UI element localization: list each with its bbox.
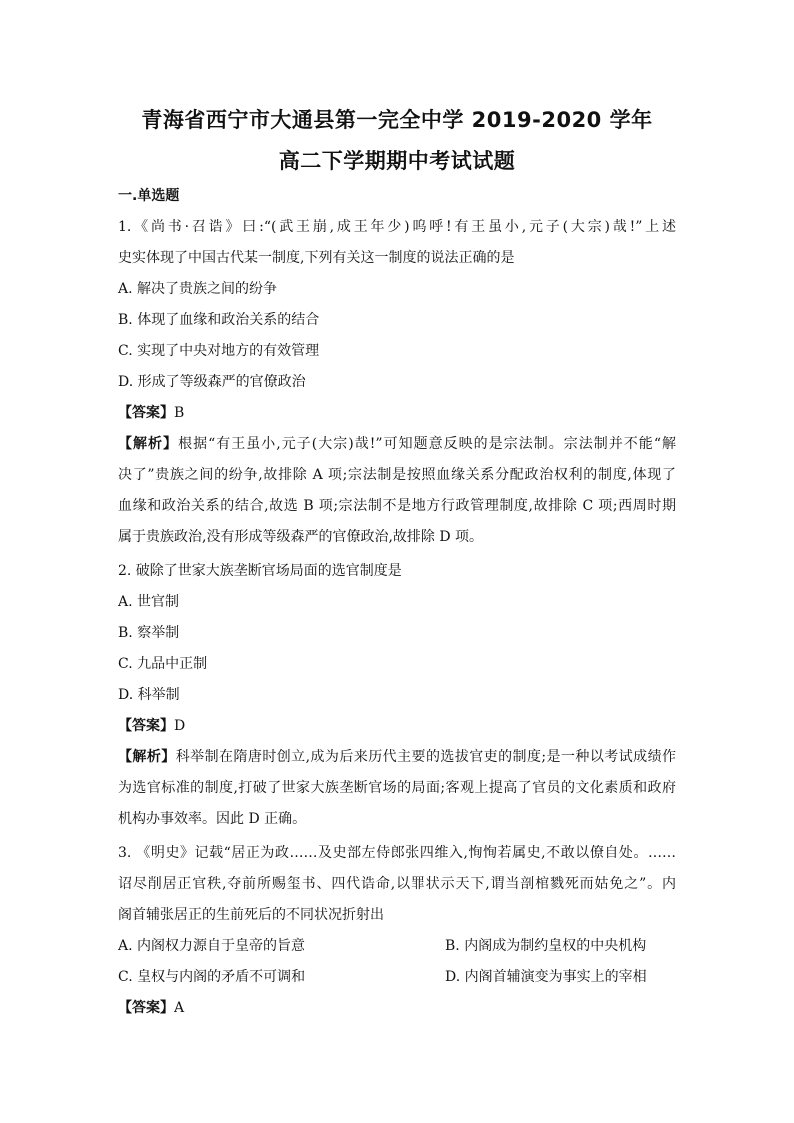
q3-stem-line3: 阁首辅张居正的生前死后的不同状况折射出 [118,907,384,923]
q3-option-c: C. 皇权与内阁的矛盾不可调和 [118,969,306,985]
q3-stem-line2: 诏尽削居正官秩,夺前所赐玺书、四代诰命,以罪状示天下,谓当剖棺戮死而姑免之”。内 [118,876,676,892]
q3-answer [118,999,184,1017]
q1-analysis-text1: 根据“有王虽小,元子(大宗)哉!”可知题意反映的是宗法制。宗法制并不能“解 [178,436,676,452]
q3-option-a: A. 内阁权力源自于皇帝的旨意 [118,938,306,954]
section-heading: 一.单选题 [118,188,180,204]
q1-option-d: D. 形成了等级森严的官僚政治 [118,374,306,390]
q2-analysis-line1 [118,748,676,766]
q2-answer-value: D [174,718,186,734]
q1-stem-line2: 史实体现了中国古代某一制度,下列有关这一制度的说法正确的是 [118,250,515,266]
q2-answer-tag: 【答案】 [118,718,174,734]
q1-option-a: A. 解决了贵族之间的纷争 [118,281,278,297]
q3-option-d: D. 内阁首辅演变为事实上的宰相 [445,969,647,985]
q1-analysis-line1 [118,435,676,453]
exam-title-line2: 高二下学期期中考试试题 [278,149,516,173]
q1-answer-tag: 【答案】 [118,405,174,421]
q3-answer-tag: 【答案】 [118,1000,174,1016]
q2-answer [118,717,185,735]
exam-title-line1: 青海省西宁市大通县第一完全中学 2019-2020 学年 [141,108,653,132]
q1-option-b: B. 体现了血缘和政治关系的结合 [118,312,320,328]
q3-answer-value: A [174,1000,185,1016]
q1-analysis-line4: 属于贵族政治,没有形成等级森严的官僚政治,故排除 D 项。 [118,529,484,545]
q2-stem-line1: 2. 破除了世家大族垄断官场局面的选官制度是 [118,563,402,579]
q1-answer-value: B [174,405,185,421]
q2-option-b: B. 察举制 [118,625,180,641]
q2-analysis-line3: 机构办事效率。因此 D 正确。 [118,811,307,827]
q1-analysis-line2: 决了”贵族之间的纷争,故排除 A 项;宗法制是按照血缘关系分配政治权利的制度,体现了 [118,467,676,483]
q2-analysis-text1: 科举制在隋唐时创立,成为后来历代主要的选拔官吏的制度;是一种以考试成绩作 [175,749,677,765]
q2-option-d: D. 科举制 [118,687,180,703]
q3-stem-line1: 3. 《明史》记载“居正为政……及史部左侍郎张四维入,恂恂若属史,不敢以僚自处。…… [118,845,676,861]
q2-option-a: A. 世官制 [118,594,180,610]
q1-analysis-line3: 血缘和政治关系的结合,故选 B 项;宗法制不是地方行政管理制度,故排除 C 项;西周时期 [118,498,676,514]
q1-option-c: C. 实现了中央对地方的有效管理 [118,343,320,359]
q2-analysis-tag: 【解析】 [118,749,176,765]
q1-analysis-tag: 【解析】 [118,436,179,452]
q2-analysis-line2: 为选官标准的制度,打破了世家大族垄断官场的局面;客观上提高了官员的文化素质和政府 [118,780,676,796]
q1-answer [118,404,184,422]
q1-stem-line1: 1.《尚书·召诰》曰:“(武王崩,成王年少)呜呼!有王虽小,元子(大宗)哉!”上述 [118,219,676,235]
q2-option-c: C. 九品中正制 [118,656,208,672]
q3-option-b: B. 内阁成为制约皇权的中央机构 [445,938,647,954]
